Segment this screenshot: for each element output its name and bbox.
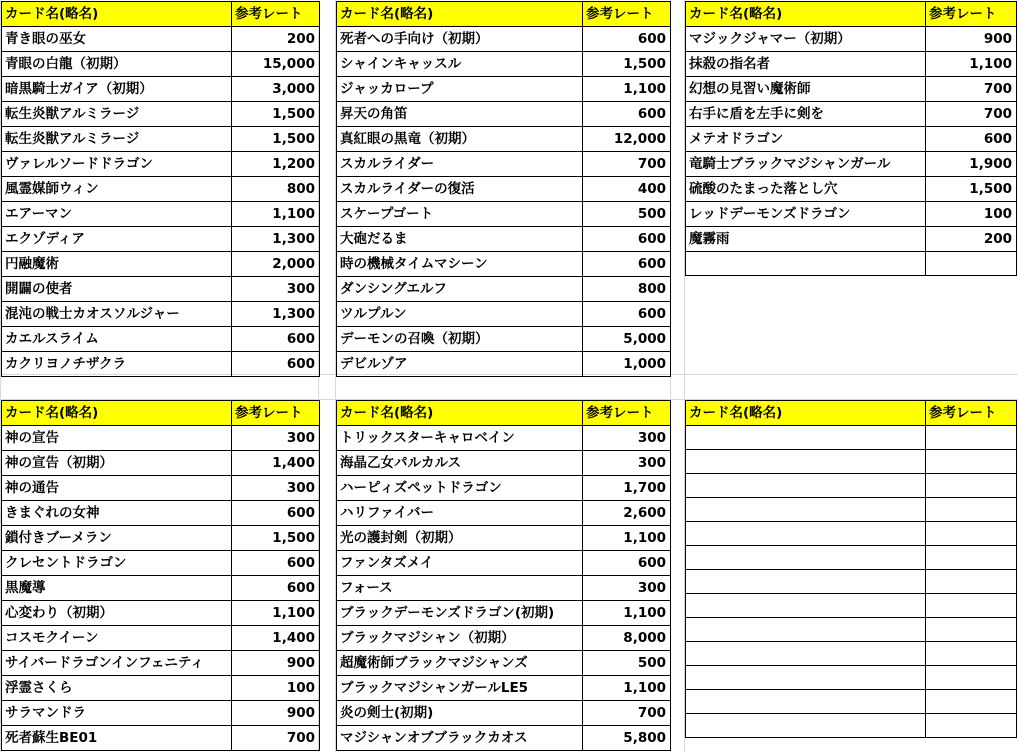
table-row: [337, 601, 671, 626]
header-card-name[interactable]: カード名(略名): [686, 401, 926, 426]
table-row: [2, 501, 320, 526]
reference-rate-cell[interactable]: 1,500: [926, 177, 1017, 202]
card-name-cell[interactable]: 大砲だるま: [337, 227, 583, 252]
header-reference-rate[interactable]: 参考レート: [583, 2, 671, 27]
card-name-cell[interactable]: 硫酸のたまった落とし穴: [686, 177, 926, 202]
header-row: [686, 2, 1017, 27]
reference-rate-cell[interactable]: 1,500: [232, 102, 320, 127]
header-reference-rate[interactable]: 参考レート: [926, 401, 1017, 426]
table-row: [2, 426, 320, 451]
table-row: [2, 152, 320, 177]
table-row: [686, 474, 1017, 498]
reference-rate-cell[interactable]: 2,600: [583, 501, 671, 526]
card-name-cell[interactable]: 混沌の戦士カオスソルジャー: [2, 302, 232, 327]
reference-rate-cell[interactable]: 800: [232, 177, 320, 202]
reference-rate-cell[interactable]: 900: [232, 701, 320, 726]
card-name-cell[interactable]: [686, 498, 926, 522]
card-name-cell[interactable]: [686, 666, 926, 690]
reference-rate-cell[interactable]: [926, 714, 1017, 738]
card-name-cell[interactable]: ツルプルン: [337, 302, 583, 327]
card-name-cell[interactable]: 円融魔術: [2, 252, 232, 277]
card-name-cell[interactable]: ブラックマジシャン（初期）: [337, 626, 583, 651]
card-name-cell[interactable]: [686, 546, 926, 570]
reference-rate-cell[interactable]: 1,000: [583, 352, 671, 377]
reference-rate-cell[interactable]: 5,000: [583, 327, 671, 352]
table-row: [337, 127, 671, 152]
reference-rate-cell[interactable]: 1,100: [583, 77, 671, 102]
table-row: [686, 426, 1017, 450]
card-name-cell[interactable]: トリックスターキャロベイン: [337, 426, 583, 451]
table-row: [337, 352, 671, 377]
card-name-cell[interactable]: 浮霊さくら: [2, 676, 232, 701]
header-card-name[interactable]: カード名(略名): [337, 2, 583, 27]
table-row: [686, 522, 1017, 546]
reference-rate-cell[interactable]: 600: [232, 352, 320, 377]
card-name-cell[interactable]: カエルスライム: [2, 327, 232, 352]
table-row: [2, 626, 320, 651]
reference-rate-cell[interactable]: 300: [232, 426, 320, 451]
table-row: [686, 642, 1017, 666]
card-name-cell[interactable]: [686, 594, 926, 618]
table-row: [686, 594, 1017, 618]
table-row: [337, 476, 671, 501]
table-row: [337, 526, 671, 551]
reference-rate-cell[interactable]: [926, 252, 1017, 276]
reference-rate-cell[interactable]: 700: [926, 102, 1017, 127]
table-row: [2, 352, 320, 377]
table-row: [2, 277, 320, 302]
reference-rate-cell[interactable]: 1,400: [232, 451, 320, 476]
card-name-cell[interactable]: 死者蘇生BE01: [2, 726, 232, 751]
reference-rate-cell[interactable]: 300: [583, 451, 671, 476]
table-row: [2, 252, 320, 277]
reference-rate-cell[interactable]: [926, 570, 1017, 594]
table-row: [337, 651, 671, 676]
card-name-cell[interactable]: 神の通告: [2, 476, 232, 501]
header-card-name[interactable]: カード名(略名): [2, 401, 232, 426]
reference-rate-cell[interactable]: [926, 450, 1017, 474]
reference-rate-cell[interactable]: 600: [583, 27, 671, 52]
reference-rate-cell[interactable]: 8,000: [583, 626, 671, 651]
header-reference-rate[interactable]: 参考レート: [232, 2, 320, 27]
table-row: [337, 726, 671, 751]
reference-rate-cell[interactable]: 1,900: [926, 152, 1017, 177]
table-row: [686, 27, 1017, 52]
card-name-cell[interactable]: サイバードラゴンインフェニティ: [2, 651, 232, 676]
card-name-cell[interactable]: きまぐれの女神: [2, 501, 232, 526]
card-name-cell[interactable]: [686, 714, 926, 738]
reference-rate-cell[interactable]: 600: [232, 501, 320, 526]
card-name-cell[interactable]: [686, 450, 926, 474]
table-row: [2, 227, 320, 252]
card-name-cell[interactable]: メテオドラゴン: [686, 127, 926, 152]
reference-rate-cell[interactable]: 600: [583, 252, 671, 277]
reference-rate-cell[interactable]: 1,500: [583, 52, 671, 77]
reference-rate-cell[interactable]: [926, 546, 1017, 570]
card-name-cell[interactable]: ハリファイバー: [337, 501, 583, 526]
card-name-cell[interactable]: 暗黒騎士ガイア（初期）: [2, 77, 232, 102]
card-name-cell[interactable]: 竜騎士ブラックマジシャンガール: [686, 152, 926, 177]
card-name-cell[interactable]: ヴァレルソードドラゴン: [2, 152, 232, 177]
header-reference-rate[interactable]: 参考レート: [583, 401, 671, 426]
table-row: [337, 551, 671, 576]
table-row: [686, 666, 1017, 690]
card-name-cell[interactable]: 心変わり（初期）: [2, 601, 232, 626]
card-name-cell[interactable]: フォース: [337, 576, 583, 601]
table-row: [686, 102, 1017, 127]
table-row: [337, 27, 671, 52]
table-row: [686, 152, 1017, 177]
card-name-cell[interactable]: ハーピィズペットドラゴン: [337, 476, 583, 501]
card-name-cell[interactable]: スケープゴート: [337, 202, 583, 227]
table-row: [686, 618, 1017, 642]
reference-rate-cell[interactable]: [926, 522, 1017, 546]
card-name-cell[interactable]: クレセントドラゴン: [2, 551, 232, 576]
table-row: [2, 327, 320, 352]
table-row: [337, 676, 671, 701]
table-row: [337, 576, 671, 601]
card-name-cell[interactable]: 開闢の使者: [2, 277, 232, 302]
header-row: [337, 2, 671, 27]
card-name-cell[interactable]: シャインキャッスル: [337, 52, 583, 77]
table-row: [337, 202, 671, 227]
card-name-cell[interactable]: [686, 522, 926, 546]
card-name-cell[interactable]: 抹殺の指名者: [686, 52, 926, 77]
table-row: [2, 701, 320, 726]
table-row: [686, 52, 1017, 77]
card-name-cell[interactable]: 魔霧雨: [686, 227, 926, 252]
reference-rate-cell[interactable]: 1,100: [583, 526, 671, 551]
reference-rate-cell[interactable]: 200: [926, 227, 1017, 252]
table-row: [686, 127, 1017, 152]
header-reference-rate[interactable]: 参考レート: [926, 2, 1017, 27]
table-row: [337, 277, 671, 302]
reference-rate-cell[interactable]: 700: [583, 152, 671, 177]
reference-rate-cell[interactable]: 100: [232, 676, 320, 701]
table-row: [686, 570, 1017, 594]
header-row: [2, 2, 320, 27]
price-table-3: [685, 1, 1017, 276]
table-row: [2, 202, 320, 227]
reference-rate-cell[interactable]: [926, 642, 1017, 666]
table-row: [337, 227, 671, 252]
reference-rate-cell[interactable]: [926, 474, 1017, 498]
reference-rate-cell[interactable]: 5,800: [583, 726, 671, 751]
card-name-cell[interactable]: ダンシングエルフ: [337, 277, 583, 302]
table-row: [2, 302, 320, 327]
card-name-cell[interactable]: 死者への手向け（初期）: [337, 27, 583, 52]
header-card-name[interactable]: カード名(略名): [2, 2, 232, 27]
table-row: [337, 626, 671, 651]
card-name-cell[interactable]: レッドデーモンズドラゴン: [686, 202, 926, 227]
table-row: [337, 426, 671, 451]
reference-rate-cell[interactable]: 700: [926, 77, 1017, 102]
price-table-4: [1, 400, 320, 751]
table-row: [2, 177, 320, 202]
header-card-name[interactable]: カード名(略名): [686, 2, 926, 27]
card-name-cell[interactable]: 転生炎獣アルミラージ: [2, 102, 232, 127]
table-row: [2, 52, 320, 77]
reference-rate-cell[interactable]: 600: [583, 302, 671, 327]
table-row: [337, 77, 671, 102]
reference-rate-cell[interactable]: 15,000: [232, 52, 320, 77]
card-name-cell[interactable]: 右手に盾を左手に剣を: [686, 102, 926, 127]
price-table-1: [1, 1, 320, 377]
card-name-cell[interactable]: ファンタズメイ: [337, 551, 583, 576]
card-name-cell[interactable]: スカルライダーの復活: [337, 177, 583, 202]
header-row: [686, 401, 1017, 426]
table-row: [686, 450, 1017, 474]
reference-rate-cell[interactable]: 500: [583, 202, 671, 227]
reference-rate-cell[interactable]: [926, 690, 1017, 714]
table-row: [2, 27, 320, 52]
reference-rate-cell[interactable]: [926, 594, 1017, 618]
table-row: [686, 177, 1017, 202]
reference-rate-cell[interactable]: 1,300: [232, 227, 320, 252]
table-row: [2, 651, 320, 676]
reference-rate-cell[interactable]: 300: [583, 576, 671, 601]
reference-rate-cell[interactable]: 700: [583, 701, 671, 726]
reference-rate-cell[interactable]: 300: [583, 426, 671, 451]
table-row: [337, 701, 671, 726]
reference-rate-cell[interactable]: [926, 498, 1017, 522]
reference-rate-cell[interactable]: 900: [232, 651, 320, 676]
card-name-cell[interactable]: デーモンの召喚（初期）: [337, 327, 583, 352]
reference-rate-cell[interactable]: 700: [232, 726, 320, 751]
table-row: [2, 102, 320, 127]
table-row: [2, 601, 320, 626]
table-row: [686, 690, 1017, 714]
reference-rate-cell[interactable]: 300: [232, 476, 320, 501]
card-name-cell[interactable]: エアーマン: [2, 202, 232, 227]
table-row: [337, 102, 671, 127]
table-row: [2, 676, 320, 701]
card-name-cell[interactable]: [686, 690, 926, 714]
table-row: [337, 252, 671, 277]
reference-rate-cell[interactable]: 1,100: [232, 601, 320, 626]
card-name-cell[interactable]: 炎の剣士(初期): [337, 701, 583, 726]
card-name-cell[interactable]: 青き眼の巫女: [2, 27, 232, 52]
card-name-cell[interactable]: 転生炎獣アルミラージ: [2, 127, 232, 152]
table-row: [2, 551, 320, 576]
reference-rate-cell[interactable]: 600: [232, 576, 320, 601]
reference-rate-cell[interactable]: 900: [926, 27, 1017, 52]
card-name-cell[interactable]: コスモクイーン: [2, 626, 232, 651]
card-name-cell[interactable]: 真紅眼の黒竜（初期）: [337, 127, 583, 152]
table-row: [337, 52, 671, 77]
card-name-cell[interactable]: 昇天の角笛: [337, 102, 583, 127]
reference-rate-cell[interactable]: [926, 618, 1017, 642]
reference-rate-cell[interactable]: 1,200: [232, 152, 320, 177]
table-row: [686, 77, 1017, 102]
header-row: [337, 401, 671, 426]
card-name-cell[interactable]: マジシャンオブブラックカオス: [337, 726, 583, 751]
reference-rate-cell[interactable]: 1,700: [583, 476, 671, 501]
reference-rate-cell[interactable]: 600: [583, 551, 671, 576]
reference-rate-cell[interactable]: 800: [583, 277, 671, 302]
reference-rate-cell[interactable]: 1,100: [232, 202, 320, 227]
header-card-name[interactable]: カード名(略名): [337, 401, 583, 426]
reference-rate-cell[interactable]: 2,000: [232, 252, 320, 277]
reference-rate-cell[interactable]: 1,500: [232, 127, 320, 152]
card-name-cell[interactable]: [686, 252, 926, 276]
card-name-cell[interactable]: サラマンドラ: [2, 701, 232, 726]
table-row: [337, 327, 671, 352]
reference-rate-cell[interactable]: 600: [232, 551, 320, 576]
card-name-cell[interactable]: 時の機械タイムマシーン: [337, 252, 583, 277]
card-name-cell[interactable]: [686, 474, 926, 498]
reference-rate-cell[interactable]: 600: [583, 102, 671, 127]
table-row: [686, 546, 1017, 570]
card-name-cell[interactable]: [686, 426, 926, 450]
reference-rate-cell[interactable]: 1,400: [232, 626, 320, 651]
table-row: [337, 152, 671, 177]
reference-rate-cell[interactable]: 12,000: [583, 127, 671, 152]
card-name-cell[interactable]: 神の宣告（初期）: [2, 451, 232, 476]
reference-rate-cell[interactable]: 600: [926, 127, 1017, 152]
table-row: [686, 714, 1017, 738]
reference-rate-cell[interactable]: 600: [583, 227, 671, 252]
card-name-cell[interactable]: 青眼の白龍（初期）: [2, 52, 232, 77]
reference-rate-cell[interactable]: 100: [926, 202, 1017, 227]
card-name-cell[interactable]: 黒魔導: [2, 576, 232, 601]
reference-rate-cell[interactable]: 1,300: [232, 302, 320, 327]
table-row: [686, 252, 1017, 276]
table-row: [686, 202, 1017, 227]
card-name-cell[interactable]: デビルゾア: [337, 352, 583, 377]
card-name-cell[interactable]: 海晶乙女パルカルス: [337, 451, 583, 476]
card-name-cell[interactable]: 風霊媒師ウィン: [2, 177, 232, 202]
table-row: [337, 451, 671, 476]
card-name-cell[interactable]: [686, 570, 926, 594]
card-name-cell[interactable]: [686, 618, 926, 642]
table-row: [337, 302, 671, 327]
table-row: [337, 501, 671, 526]
card-name-cell[interactable]: スカルライダー: [337, 152, 583, 177]
table-row: [2, 451, 320, 476]
card-name-cell[interactable]: エクゾディア: [2, 227, 232, 252]
table-row: [337, 177, 671, 202]
card-name-cell[interactable]: 神の宣告: [2, 426, 232, 451]
header-reference-rate[interactable]: 参考レート: [232, 401, 320, 426]
card-name-cell[interactable]: マジックジャマー（初期）: [686, 27, 926, 52]
card-name-cell[interactable]: 鎖付きブーメラン: [2, 526, 232, 551]
card-name-cell[interactable]: [686, 642, 926, 666]
price-table-2: [336, 1, 671, 377]
table-row: [2, 726, 320, 751]
price-table-5: [336, 400, 671, 751]
table-row: [2, 77, 320, 102]
table-row: [686, 227, 1017, 252]
table-row: [2, 576, 320, 601]
header-row: [2, 401, 320, 426]
table-row: [2, 127, 320, 152]
reference-rate-cell[interactable]: 500: [583, 651, 671, 676]
reference-rate-cell[interactable]: 200: [232, 27, 320, 52]
table-row: [2, 476, 320, 501]
card-name-cell[interactable]: カクリヨノチザクラ: [2, 352, 232, 377]
card-name-cell[interactable]: 光の護封剣（初期）: [337, 526, 583, 551]
card-name-cell[interactable]: ブラックデーモンズドラゴン(初期): [337, 601, 583, 626]
card-name-cell[interactable]: ジャッカロープ: [337, 77, 583, 102]
card-name-cell[interactable]: 超魔術師ブラックマジシャンズ: [337, 651, 583, 676]
reference-rate-cell[interactable]: 600: [232, 327, 320, 352]
reference-rate-cell[interactable]: 3,000: [232, 77, 320, 102]
reference-rate-cell[interactable]: [926, 666, 1017, 690]
card-name-cell[interactable]: 幻想の見習い魔術師: [686, 77, 926, 102]
reference-rate-cell[interactable]: 300: [232, 277, 320, 302]
price-table-6: [685, 400, 1017, 738]
table-row: [2, 526, 320, 551]
reference-rate-cell[interactable]: 400: [583, 177, 671, 202]
reference-rate-cell[interactable]: 1,500: [232, 526, 320, 551]
reference-rate-cell[interactable]: 1,100: [583, 601, 671, 626]
reference-rate-cell[interactable]: 1,100: [926, 52, 1017, 77]
reference-rate-cell[interactable]: [926, 426, 1017, 450]
reference-rate-cell[interactable]: 1,100: [583, 676, 671, 701]
table-row: [686, 498, 1017, 522]
card-name-cell[interactable]: ブラックマジシャンガールLE5: [337, 676, 583, 701]
